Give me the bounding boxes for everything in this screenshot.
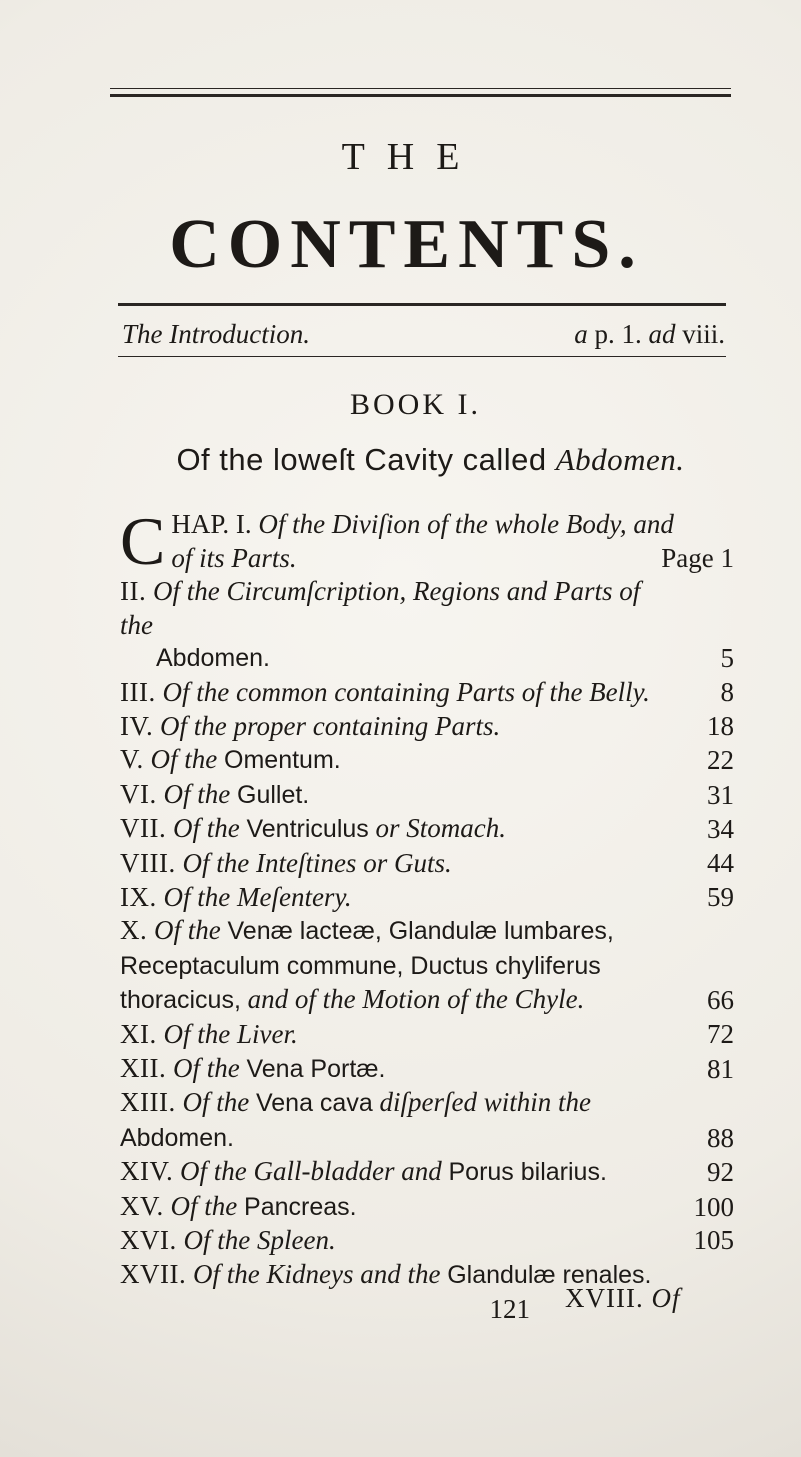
toc-entry-16 [120,1224,734,1258]
toc-entry-5 [120,743,734,778]
toc-entry-10 [120,914,734,1018]
chapter-title: Of the Inteſtines or Guts. [182,847,452,878]
chapter-title-plain: Porus bilarius. [448,1158,607,1187]
chapter-number: V. [120,744,144,775]
heading-contents: CONTENTS. [169,206,644,283]
chapter-number: VII. [120,813,167,844]
chapter-title-plain: Ventriculus [246,815,369,844]
book-subtitle-plain: Of the loweſt Cavity called [176,442,547,477]
toc-entry-9 [120,881,734,915]
table-of-contents [120,503,734,1326]
chapter-number: XV. [120,1190,164,1221]
page-number: 121 [489,1293,530,1324]
intro-ref-p: p. 1. [594,319,642,349]
chapter-number: VI. [120,778,157,809]
book-title: BOOK I. [350,388,481,421]
toc-entry-13 [120,1086,734,1155]
chapter-number: XI. [120,1018,157,1049]
page-number: 59 [707,881,734,912]
page-number: 5 [720,643,734,674]
chapter-title: Of the [163,778,231,809]
page-number: 66 [707,985,734,1016]
contents-rule-thick [118,303,726,306]
chapter-title-plain: Omentum. [224,746,341,775]
page-number: 88 [707,1122,734,1153]
chapter-title: Of the Gall-bladder and [180,1156,442,1187]
page-number: 18 [707,710,734,741]
introduction-label: The Introduction. [122,319,310,349]
page-number: 92 [707,1157,734,1188]
chapter-number: XVI. [120,1225,177,1256]
toc-entry-14 [120,1155,734,1190]
page-label: Page [661,542,714,573]
chapter-number: XIII. [120,1087,176,1118]
page-number: 100 [693,1191,734,1222]
chapter-number: XIV. [120,1156,174,1187]
chapter-number: II. [120,576,147,607]
catchword-word: Of [651,1283,681,1313]
chapter-title: Of the Kidneys and the [192,1259,441,1290]
chapter-number: IV. [120,710,154,741]
chapter-title-plain: Gullet. [237,780,310,809]
chapter-title-continued: Abdomen. [156,644,270,673]
introduction-rule-thin [118,356,726,357]
intro-ref-ad: ad [648,319,676,349]
chapter-number: IX. [120,881,157,912]
chapter-title: Of the [154,915,221,946]
toc-entry-1 [120,503,734,579]
chapter-title: Of the Meſentery. [163,881,352,912]
page-number: 31 [707,779,734,810]
chapter-title: Of the Diviſion of the whole Body, and of its Parts. [171,509,674,573]
chapter-title-plain: Vena cava [255,1089,373,1118]
page-number: 22 [707,745,734,776]
chapter-title: Of the Spleen. [183,1225,336,1256]
top-rule-thin [110,88,731,89]
chapter-title: Of the [182,1087,250,1118]
introduction-page-ref [574,318,725,350]
toc-entry-4 [120,710,734,744]
intro-ref-a: a [574,319,588,349]
heading-the: THE [341,136,482,178]
chapter-title: Of the Liver. [163,1018,298,1049]
introduction-entry [122,318,725,350]
book-subtitle-italic: Abdomen. [555,442,685,477]
chapter-title-plain: Vena Portæ. [246,1054,386,1083]
page-number: 44 [707,847,734,878]
chapter-title: Of the Circumſcription, Regions and Parts of the [120,576,641,640]
toc-entry-11 [120,1018,734,1052]
chapter-number: VIII. [120,847,176,878]
drop-cap: C [120,503,166,579]
chapter-title-plain: Venæ lacteæ, Glandulæ lumbares, Receptaculum commune, Ductus chyliferus thoracicus, [120,917,614,1015]
chapter-title-plain: Pancreas. [244,1192,357,1221]
chapter-title-plain-2: Abdomen. [120,1123,234,1152]
top-rule-thick [110,94,731,97]
chapter-title-italic-2: or Stomach. [375,813,507,844]
book-subtitle [0,442,801,478]
chapter-title: Of the proper containing Parts. [160,710,501,741]
toc-entry-15 [120,1190,734,1225]
page-number: 8 [720,676,734,707]
chapter-title: Of the [172,1052,240,1083]
page-number: 105 [693,1225,734,1256]
catchword-number: XVIII. [565,1283,644,1313]
toc-entry-8 [120,847,734,881]
toc-entry-7 [120,812,734,847]
chapter-head: HAP. I. [171,509,252,539]
page-number: 1 [720,542,734,573]
page-number: 72 [707,1018,734,1049]
toc-entry-3 [120,676,734,710]
intro-ref-viii: viii. [682,319,725,349]
toc-entry-2 [120,575,734,676]
chapter-title: Of the [150,744,218,775]
chapter-title-italic-2: diſperſed within the [379,1087,591,1118]
chapter-title-plain: Glandulæ renales. [447,1261,652,1290]
chapter-number: XII. [120,1052,167,1083]
chapter-page [661,542,734,576]
page-number: 81 [707,1053,734,1084]
chapter-number: XVII. [120,1259,187,1290]
chapter-title-italic-2: and of the Motion of the Chyle. [247,984,585,1015]
chapter-title: Of the [170,1190,238,1221]
toc-entry-12 [120,1052,734,1087]
chapter-number: III. [120,676,156,707]
toc-entry-6 [120,778,734,813]
chapter-title: Of the common containing Parts of the Belly. [162,676,650,707]
catchword [565,1283,680,1314]
chapter-number: X. [120,915,148,946]
page-number: 34 [707,814,734,845]
chapter-title: Of the [172,813,240,844]
